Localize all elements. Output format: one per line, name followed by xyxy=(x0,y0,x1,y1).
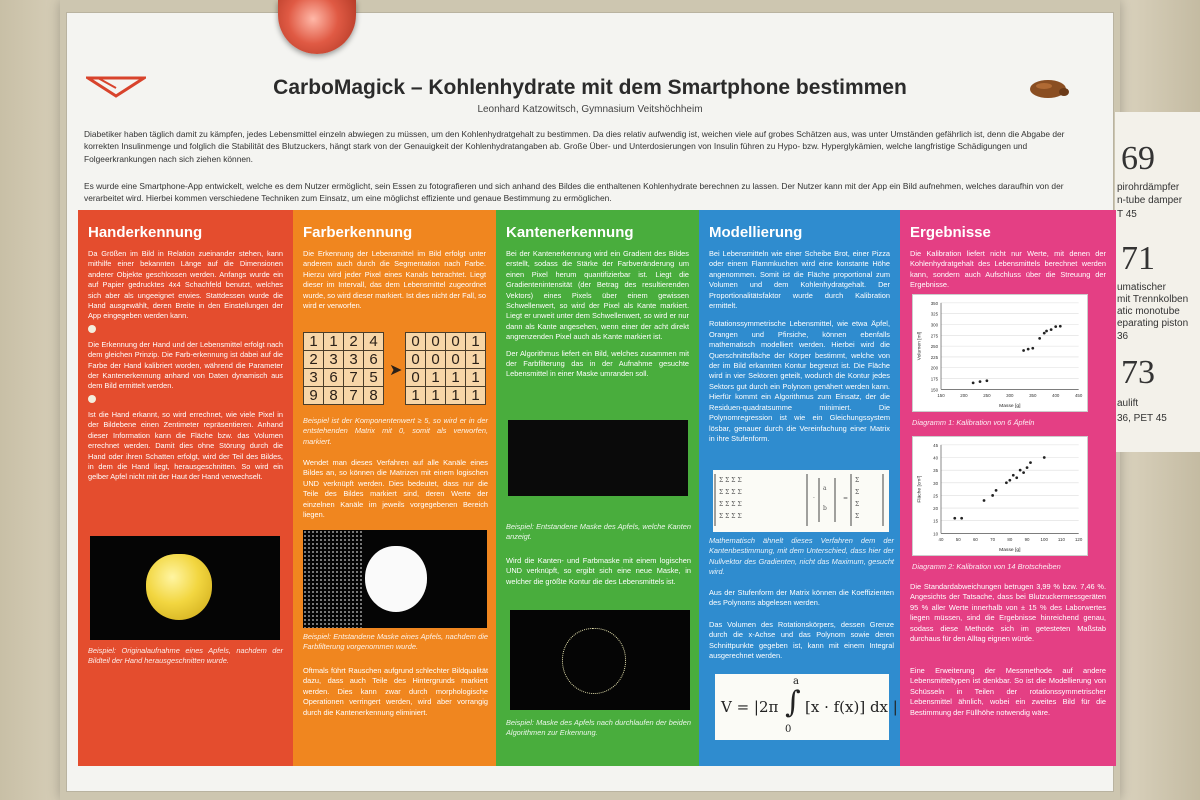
paragraph: Bei Lebensmitteln wie einer Scheibe Brot, einer Pizza oder einem Flammkuchen wird eine konstante Höhe angenommen. Somit ist die Fläche proportional zum Volumen und dem Kohlenhydratgehalt. Der Proportionalitätsfaktor wurde durch Kalibration ermittelt. xyxy=(709,249,890,311)
column-heading: Kantenerkennung xyxy=(506,224,634,241)
data-point xyxy=(972,382,975,385)
poster-author: Leonhard Katzowitsch, Gymnasium Veitshöchheim xyxy=(477,104,703,115)
y-tick-label: 325 xyxy=(930,311,939,317)
data-point xyxy=(1027,348,1030,351)
y-tick-label: 15 xyxy=(933,518,939,524)
column-handerkennung xyxy=(78,210,293,766)
matrix-cell: 0 xyxy=(446,351,466,369)
apple-mask xyxy=(365,546,427,612)
svg-text:Σ: Σ xyxy=(855,477,860,484)
svg-text:=: = xyxy=(843,495,849,502)
intro-paragraph: Es wurde eine Smartphone-App entwickelt, welche es dem Nutzer ermöglicht, sein Essen zu fotografieren und sich anhand des Bildes die enthaltenen Kohlenhydrate berechnen zu lassen. Der Nutzer kann mit der App ein Bild aufnehmen, welches daraufhin von der verarbeitet wird. Hierbei kommen verschiedene Techniken zum Einsatz, um eine möglichst effiziente und genaue Bestimmung zu ermöglichen. xyxy=(84,181,1064,204)
matrix-cell: 1 xyxy=(304,333,324,351)
paragraph: Das Volumen des Rotationskörpers, dessen Grenze durch die x-Achse und das Polynom sowie deren Schnittpunkte gegeben ist, kann mit einem Integral ausgerechnet werden. xyxy=(709,620,894,661)
column-heading: Farberkennung xyxy=(303,224,413,241)
paragraph: Die Erkennung der Lebensmittel im Bild erfolgt unter anderem auch durch die Segmentation nach Farbe. Hierzu wird jeder Pixel eines Kanals betrachtet. Liegt dieser im Intervall, das dem Lebensmittel zugeordnet wurde, so wird dieser markiert. Ist dies nicht der Fall, so wird er verworfen. xyxy=(303,249,486,311)
paragraph: Eine Erweiterung der Messmethode auf andere Lebensmitteltypen ist denkbar. So ist die Modellierung von Schüsseln in Teilen der rotationssymmetrischer Lebensmittel ähnlich, wobei ein zweites Bild für die Bestimmung der Füllhöhe notwendig wäre. xyxy=(910,666,1106,717)
y-tick-label: 10 xyxy=(933,531,939,537)
data-point xyxy=(1015,476,1018,479)
matrix-cell: 8 xyxy=(364,387,384,405)
side-label: n-tube damper xyxy=(1117,195,1183,206)
data-point xyxy=(1043,332,1046,335)
pixel-matrix-output xyxy=(405,332,486,405)
y-tick-label: 200 xyxy=(930,365,939,371)
column-kantenerkennung xyxy=(496,210,699,766)
side-label: T 45 xyxy=(1117,209,1137,220)
bullet-dot-icon xyxy=(88,325,96,333)
data-point xyxy=(1050,328,1053,331)
matrix-equation-icon xyxy=(713,470,889,532)
matrix-cell: 3 xyxy=(324,351,344,369)
color-mask-image xyxy=(303,530,487,628)
formula-lhs: V = |2π xyxy=(721,698,779,716)
paragraph: Oftmals führt Rauschen aufgrund schlechter Bildqualität dazu, dass auch Teile des Hintergrunds markiert werden. Dies kann zwar durch morphologische Operationen verringert werden, wird aber vorrangig durch die Kantenerkennung eliminiert. xyxy=(303,666,488,717)
chart-apple-calibration xyxy=(912,294,1088,412)
intro-paragraph: Diabetiker haben täglich damit zu kämpfen, jedes Lebensmittel einzeln abwiegen zu müssen, um den Kohlenhydratgehalt zu bestimmen. Da dies relativ aufwendig ist, weichen viele auf grobes Schätzen aus, was unter Umständen gefährlich ist, denn die Abgabe der korrekten Insulinmenge und folglich die Stabilität des Blutzuckers, hängt stark von der Genauigkeit der Kohlenhydratangaben ab. Große Über- und Unterdosierungen von Insulin führen zu Hypo- bzw. Hyperglykämien, welche langfristige Schädigungen und Folgeerkrankungen nach sich ziehen können. xyxy=(84,129,1065,164)
data-point xyxy=(995,489,998,492)
data-point xyxy=(1043,456,1046,459)
side-label: 36, PET 45 xyxy=(1117,413,1167,424)
data-point xyxy=(953,517,956,520)
side-label: pirohrdämpfer xyxy=(1117,182,1180,193)
chart-caption: Diagramm 1: Kalibration von 6 Äpfeln xyxy=(912,418,1035,427)
data-point xyxy=(1045,330,1048,333)
chart-bread-calibration xyxy=(912,436,1088,556)
data-point xyxy=(1022,471,1025,474)
bread-logo-icon xyxy=(1028,78,1070,100)
svg-text:Σ Σ Σ Σ: Σ Σ Σ Σ xyxy=(719,513,742,520)
data-point xyxy=(1026,466,1029,469)
paragraph: Aus der Stufenform der Matrix können die Koeffizienten des Polynoms abgelesen werden. xyxy=(709,588,894,608)
svg-text:Σ Σ Σ Σ: Σ Σ Σ Σ xyxy=(719,477,742,484)
matrix-cell: 6 xyxy=(324,369,344,387)
paragraph: Die Erkennung der Hand und der Lebensmittel erfolgt nach dem gleichen Prinzip. Die Farb-erkennung ist dabei auf die Farbe der Hand kalibriert worden, während die Parameter der Kantenerkennung anhand von Daten dynamisch aus dem Bild ermittelt werden. xyxy=(88,339,283,391)
figure-caption: Mathematisch ähnelt dieses Verfahren dem der Kantenbestimmung, mit dem Unterschied, dass hier der Nullvektor des Gradienten, nicht das Maximum, gesucht wird. xyxy=(709,536,894,577)
column-ergebnisse xyxy=(900,210,1116,766)
column-heading: Modellierung xyxy=(709,224,803,241)
data-point xyxy=(983,499,986,502)
data-point xyxy=(1054,325,1057,328)
data-point xyxy=(1059,325,1062,328)
scatter-plot-1 xyxy=(913,295,1087,411)
formula-lower-bound: 0 xyxy=(785,724,792,735)
school-logo-icon xyxy=(86,74,146,100)
x-axis-label: Masse [g] xyxy=(999,404,1021,410)
matrix-cell: 7 xyxy=(344,369,364,387)
chart-caption: Diagramm 2: Kalibration von 14 Brotscheiben xyxy=(912,562,1061,571)
matrix-cell: 1 xyxy=(466,369,486,387)
x-tick-label: 70 xyxy=(990,537,996,543)
matrix-cell: 0 xyxy=(406,369,426,387)
paragraph: Wird die Kanten- und Farbmaske mit einem logischen UND verknüpft, so ergibt sich eine neue Maske, in welcher die größte Kontur die des Lebensmittels ist. xyxy=(506,556,691,586)
data-point xyxy=(1019,469,1022,472)
formula-upper-bound: a xyxy=(793,676,799,687)
column-modellierung xyxy=(699,210,900,766)
y-tick-label: 300 xyxy=(930,322,939,328)
matrix-cell: 2 xyxy=(304,351,324,369)
x-tick-label: 90 xyxy=(1024,537,1030,543)
side-number-3: 73 xyxy=(1121,354,1155,391)
matrix-cell: 1 xyxy=(426,387,446,405)
y-tick-label: 30 xyxy=(933,480,939,486)
matrix-cell: 4 xyxy=(364,333,384,351)
matrix-cell: 5 xyxy=(364,369,384,387)
matrix-cell: 0 xyxy=(426,333,446,351)
x-axis-label: Masse [g] xyxy=(999,548,1021,554)
matrix-caption: Beispiel ist der Komponentenwert ≥ 5, so wird er in der entstehenden Matrix mit 0, somit als verworfen, markiert. xyxy=(303,416,488,446)
data-point xyxy=(991,494,994,497)
y-tick-label: 150 xyxy=(930,387,939,393)
svg-text:b: b xyxy=(823,505,827,512)
y-tick-label: 250 xyxy=(930,344,939,350)
x-tick-label: 110 xyxy=(1057,537,1065,543)
x-tick-label: 450 xyxy=(1074,393,1083,399)
matrix-cell: 1 xyxy=(466,387,486,405)
matrix-cell: 0 xyxy=(426,351,446,369)
matrix-cell: 6 xyxy=(364,351,384,369)
scatter-plot-2 xyxy=(913,437,1087,555)
svg-text:Σ: Σ xyxy=(855,501,860,508)
matrix-cell: 8 xyxy=(324,387,344,405)
side-label: eparating piston xyxy=(1117,318,1189,329)
svg-text:Σ Σ Σ Σ: Σ Σ Σ Σ xyxy=(719,501,742,508)
data-point xyxy=(1029,461,1032,464)
data-point xyxy=(1005,481,1008,484)
matrix-cell: 3 xyxy=(304,369,324,387)
data-point xyxy=(1031,347,1034,350)
x-tick-label: 50 xyxy=(955,537,961,543)
x-tick-label: 60 xyxy=(972,537,978,543)
data-point xyxy=(1012,474,1015,477)
x-tick-label: 100 xyxy=(1040,537,1048,543)
apple-image xyxy=(146,554,212,620)
y-tick-label: 275 xyxy=(930,333,939,339)
matrix-cell: 1 xyxy=(446,387,466,405)
matrix-cell: 1 xyxy=(406,387,426,405)
x-tick-label: 400 xyxy=(1052,393,1060,399)
svg-text:·: · xyxy=(813,495,815,502)
column-heading: Handerkennung xyxy=(88,224,203,241)
figure-caption: Beispiel: Originalaufnahme eines Apfels, nachdem der Bildteil der Hand herausgeschnitten wurde. xyxy=(88,646,283,666)
x-tick-label: 250 xyxy=(983,393,991,399)
y-tick-label: 225 xyxy=(930,354,939,360)
integral-sign-icon: ∫ xyxy=(785,685,801,720)
apple-photo xyxy=(90,536,280,640)
y-axis-label: Fläche [cm²] xyxy=(917,475,923,503)
matrix-cell: 1 xyxy=(446,369,466,387)
x-tick-label: 200 xyxy=(960,393,968,399)
svg-text:Σ Σ Σ Σ: Σ Σ Σ Σ xyxy=(719,489,742,496)
side-label: mit Trennkolben xyxy=(1117,294,1189,305)
paragraph: Rotationssymmetrische Lebensmittel, wie etwa Äpfel, Orangen und Pfirsiche, können ebenfalls mathematisch modelliert werden. Hierbei wird die Querschnittsfläche der Körper bestimmt, welche von der im Bild erkannten Kontur begrenzt ist. Die Fläche wird in vier Sektoren geteilt, wodurch die Kontur jedes Sektors gut durch ein Polynom genähert werden kann. Hierfür kommt ein Algorithmus zum Einsatz, der die Residuen-quadratsumme minimiert. Die Polynomregression ist wie ein Gleichungssystem lösbar, genauer durch die Vereinfachung einer Matrix in ihre Stufenform. xyxy=(709,319,890,443)
column-heading: Ergebnisse xyxy=(910,224,991,241)
matrix-cell: 3 xyxy=(344,351,364,369)
y-tick-label: 20 xyxy=(933,506,939,512)
apple-contour xyxy=(562,628,626,694)
y-tick-label: 350 xyxy=(930,300,939,306)
regression-matrix-image xyxy=(713,470,889,532)
side-label: aulift xyxy=(1117,398,1139,409)
x-tick-label: 120 xyxy=(1074,537,1083,543)
data-point xyxy=(1008,479,1011,482)
matrix-cell: 1 xyxy=(426,369,446,387)
paragraph: Ist die Hand erkannt, so wird errechnet, wie viele Pixel in der Bildebene einen Zentimeter repräsentieren. Anhand dieser Information kann die Fläche bzw. das Volumen errechnet werden. Damit dies ohne Störung durch die Hand oder ihren Schatten erfolgt, wird der Teil des Bildes, in dem die Hand liegt, herausgeschnitten. So wird ein gelber Apfel nicht mit der Haut der Hand verwechselt. xyxy=(88,409,283,482)
matrix-cell: 1 xyxy=(466,333,486,351)
y-axis-label: Volumen [ml] xyxy=(917,331,923,361)
side-label: atic monotube xyxy=(1117,306,1180,317)
matrix-cell: 0 xyxy=(446,333,466,351)
y-tick-label: 35 xyxy=(933,468,939,474)
pixel-matrix-input xyxy=(303,332,384,405)
paragraph: Da Größen im Bild in Relation zueinander stehen, kann mithilfe einer bekannten Länge auf die Dimensionen anderer Objekte geschlossen werden. Anfangs wurde ein auf Papier gedrucktes 4x4 Schachfeld benutzt, welches sich aber als ungeeignet erwies. Stattdessen wurde die Hand ausgewählt, deren Breite in den Einstellungen der App eingegeben werden kann. xyxy=(88,249,283,321)
figure-caption: Beispiel: Entstandene Maske eines Apfels, nachdem die Farbfilterung vorgenommen wurde. xyxy=(303,632,488,652)
svg-text:a: a xyxy=(823,485,827,492)
figure-caption: Beispiel: Entstandene Maske des Apfels, welche Kanten anzeigt. xyxy=(506,522,691,542)
data-point xyxy=(979,380,982,383)
matrix-cell: 0 xyxy=(406,351,426,369)
svg-text:Σ: Σ xyxy=(855,513,860,520)
data-point xyxy=(1022,349,1025,352)
y-tick-label: 40 xyxy=(933,455,939,461)
poster-title: CarboMagick – Kohlenhydrate mit dem Smartphone bestimmen xyxy=(273,76,907,99)
side-number-2: 71 xyxy=(1121,240,1155,277)
x-tick-label: 40 xyxy=(938,537,944,543)
paragraph: Die Kalibration liefert nicht nur Werte, mit denen der Kohlenhydratgehalt des Lebensmittels berechnet werden kann, sondern auch Aufschluss über die Streuung der Ergebnisse. xyxy=(910,249,1106,290)
arrow-right-icon: ➤ xyxy=(389,362,403,379)
svg-text:Σ: Σ xyxy=(855,489,860,496)
paragraph: Der Algorithmus liefert ein Bild, welches zusammen mit der Farbfilterung das in der Aufnahme gesuchte Lebensmittel in einer Maske umranden soll. xyxy=(506,348,689,379)
paragraph: Bei der Kantenerkennung wird ein Gradient des Bildes erstellt, sodass die Stärke der Farbveränderung um einen Pixel herum quantifizierbar ist. Liegt die Gradientenintensität (der Betrag des resultierenden Vektors) eines Pixels über einem gewissen Schwellenwert, so wird der Pixel als Kante markiert. Liegt er unweit unter dem Schwellenwert, so wird er nur dann als Kante angesehen, wenn einer der acht direkt angrenzenden Pixel auch als Kante markiert ist. xyxy=(506,249,689,342)
formula-body: [x · f(x)] dx | xyxy=(805,698,898,716)
matrix-cell: 2 xyxy=(344,333,364,351)
data-point xyxy=(1038,337,1041,340)
y-tick-label: 45 xyxy=(933,442,939,448)
matrix-cell: 9 xyxy=(304,387,324,405)
noise-pattern xyxy=(303,530,363,628)
column-farberkennung xyxy=(293,210,496,766)
side-number-1: 69 xyxy=(1121,140,1155,177)
paragraph: Wendet man dieses Verfahren auf alle Kanäle eines Bildes an, so können die Matrizen mit einem logischen UND verknüpft werden. Dies bedeutet, dass nur die Teile des Bildes markiert sind, deren Werte der einzelnen Kanäle im jeweils vorgegebenen Bereich liegen. xyxy=(303,458,488,520)
matrix-cell: 0 xyxy=(406,333,426,351)
y-tick-label: 175 xyxy=(930,376,939,382)
x-tick-label: 350 xyxy=(1029,393,1037,399)
combined-mask-image xyxy=(510,610,690,710)
data-point xyxy=(960,517,963,520)
side-label: umatischer xyxy=(1117,282,1166,293)
bullet-dot-icon xyxy=(88,395,96,403)
y-tick-label: 25 xyxy=(933,493,939,499)
edge-mask-image xyxy=(508,420,688,496)
figure-caption: Beispiel: Maske des Apfels nach durchlaufen der beiden Algorithmen zur Erkennung. xyxy=(506,718,691,738)
matrix-cell: 1 xyxy=(466,351,486,369)
x-tick-label: 150 xyxy=(937,393,945,399)
x-tick-label: 300 xyxy=(1006,393,1014,399)
data-point xyxy=(986,379,989,382)
x-tick-label: 80 xyxy=(1007,537,1013,543)
paragraph: Die Standardabweichungen betrugen 3,99 % bzw. 7,46 %. Angesichts der Tatsache, dass bei Blutzuckermessgeräten 95 % aller Werte innerhalb von ± 15 % des Laborwertes liegen müssen, sind die Ergebnisse hinreichend genau, sodass diese Methode sich im getesteten Maßstab durchaus für den Alltag eignen würde. xyxy=(910,582,1106,644)
matrix-cell: 1 xyxy=(324,333,344,351)
side-label-card xyxy=(1114,112,1200,452)
side-label: 36 xyxy=(1117,331,1129,342)
matrix-cell: 7 xyxy=(344,387,364,405)
volume-formula xyxy=(715,674,898,740)
